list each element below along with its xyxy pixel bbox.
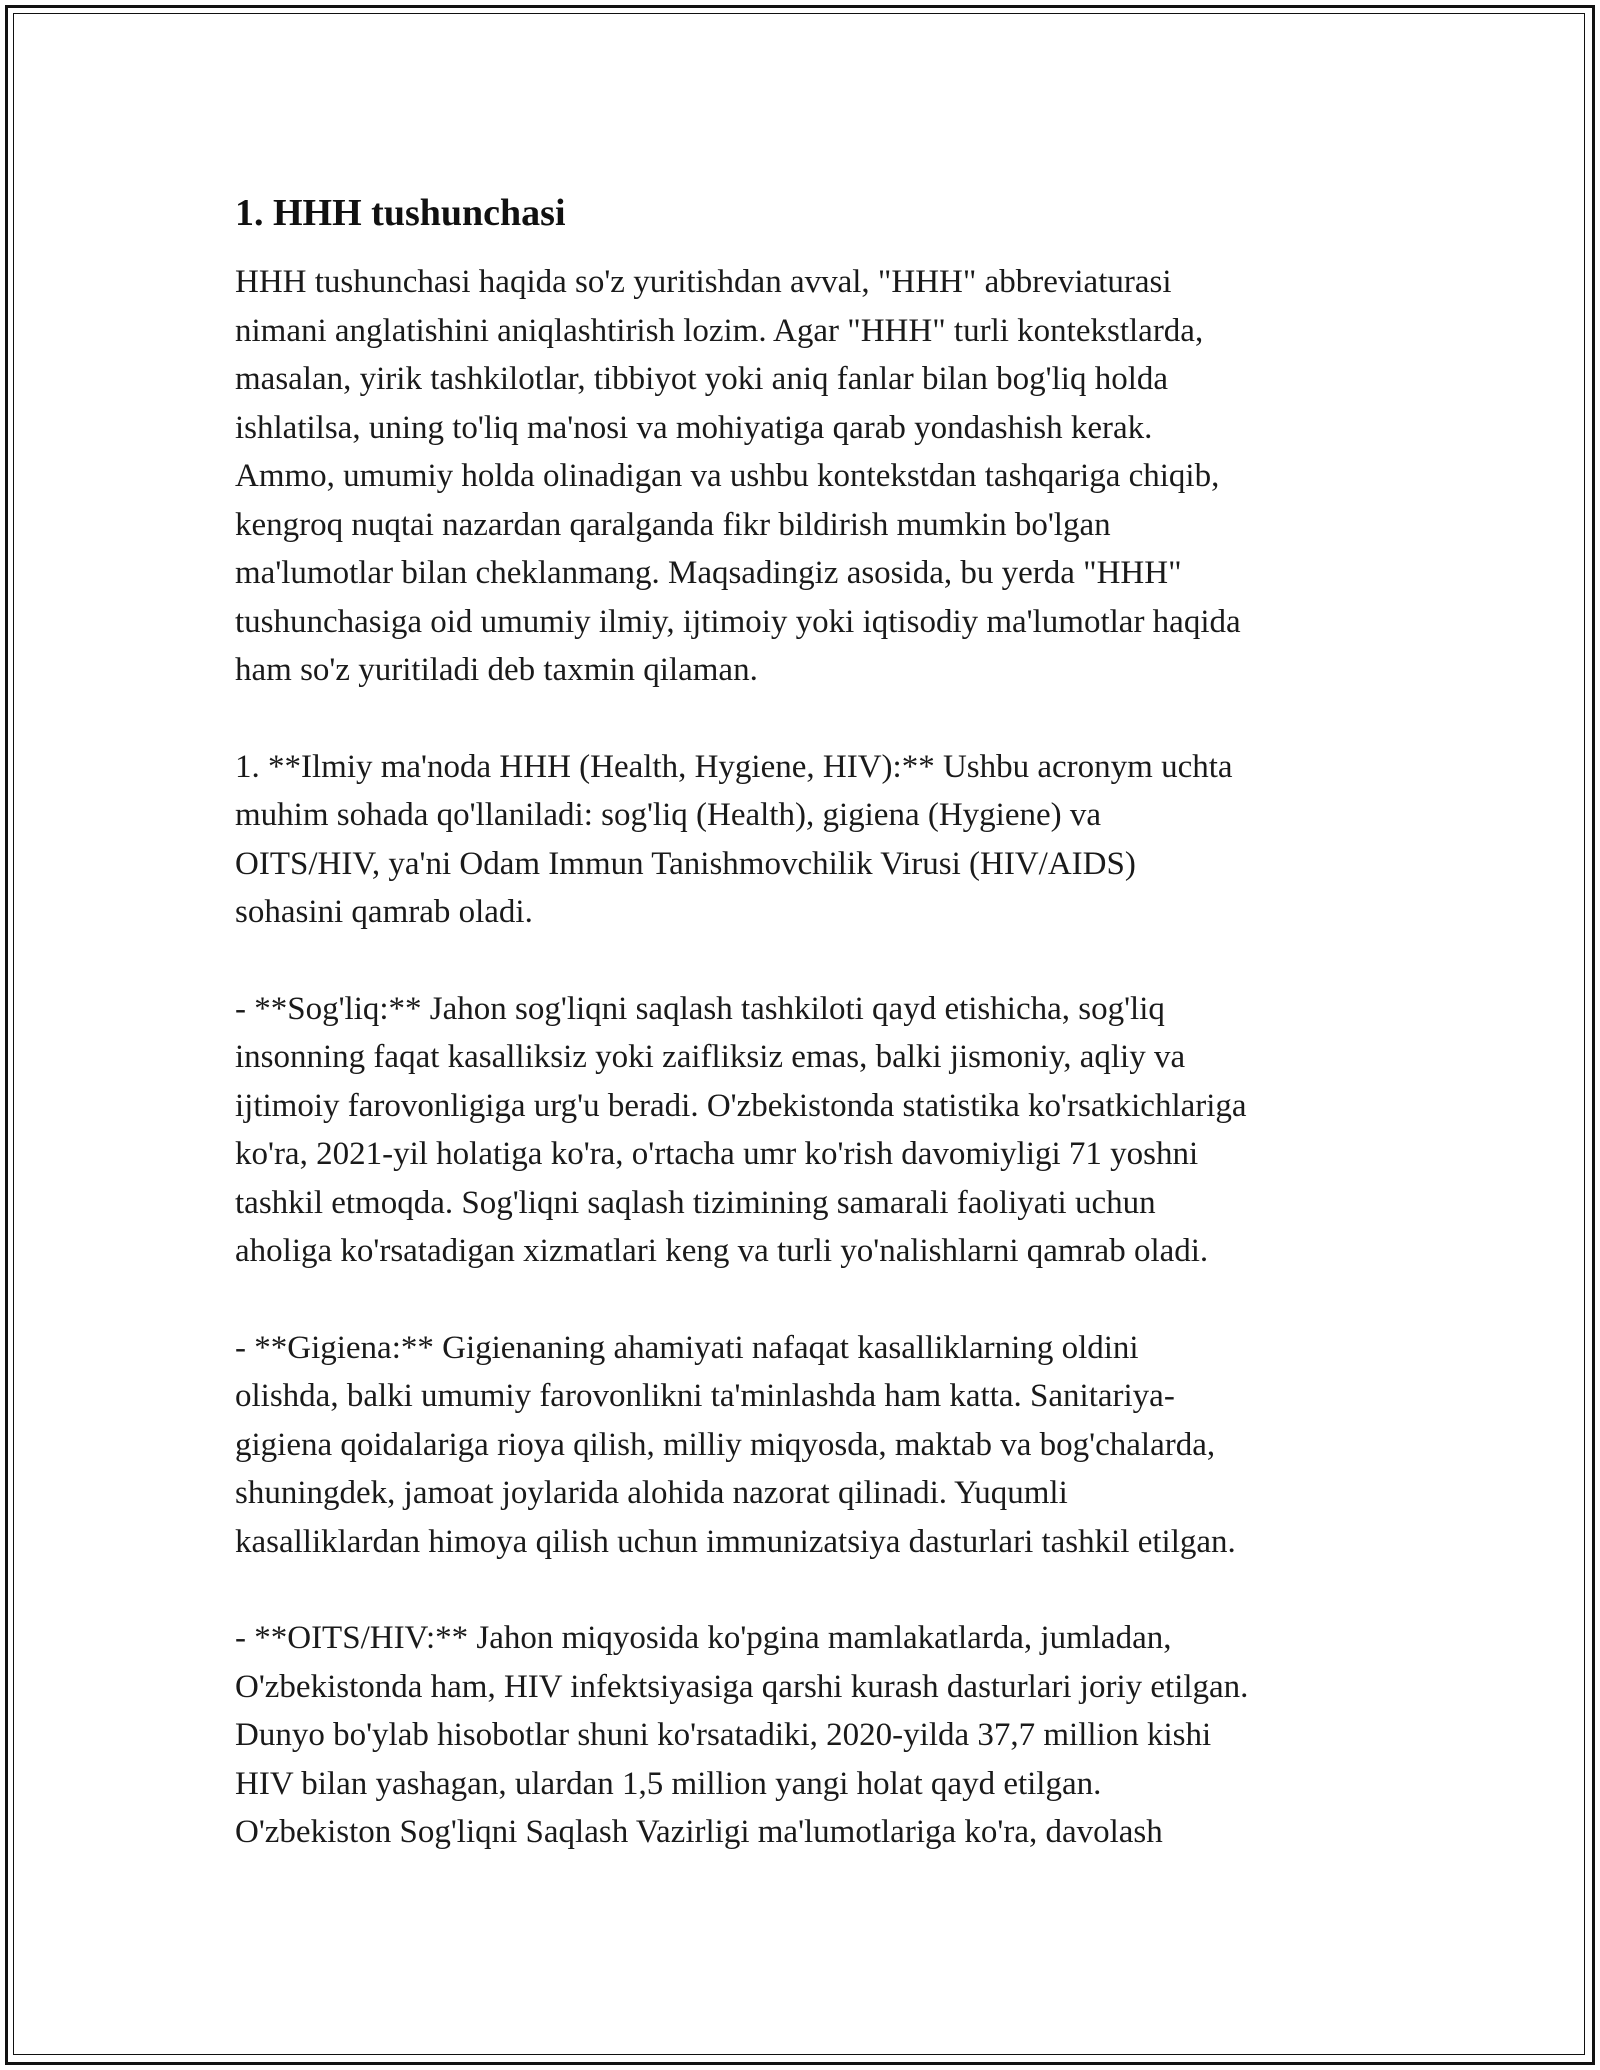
hiv-paragraph: - **OITS/HIV:** Jahon miqyosida ko'pgina mamlakatlarda, jumladan, O'zbekistonda ham, HIV infektsiyasiga qarshi kurash dasturlari joriy etilgan. Dunyo bo'ylab hisobotlar shuni ko'rsatadiki, 2020-yilda 37,7 million kishi HIV bilan yashagan, ulardan 1,5 million yangi holat qayd etilgan. O'zbekiston Sog'liqni Saqlash Vazirligi ma'lumotlariga ko'ra, davolash <box>235 1620 1249 1850</box>
health-paragraph: - **Sog'liq:** Jahon sog'liqni saqlash tashkiloti qayd etishicha, sog'liq insonning faqat kasalliksiz yoki zaifliksiz emas, balki jismoniy, aqliy va ijtimoiy farovonligiga urg'u beradi. O'zbekistonda statistika ko'rsatkichlariga ko'ra, 2021-yil holatiga ko'ra, o'rtacha umr ko'rish davomiyligi 71 yoshni tashkil etmoqda. Sog'liqni saqlash tizimining samarali faoliyati uchun aholiga ko'rsatadigan xizmatlari keng va turli yo'nalishlarni qamrab oladi. <box>235 990 1247 1269</box>
document-body <box>235 188 1380 1905</box>
intro-paragraph: HHH tushunchasi haqida so'z yuritishdan avval, "HHH" abbreviaturasi nimani anglatishini aniqlashtirish lozim. Agar "HHH" turli kontekstlarda, masalan, yirik tashkilotlar, tibbiyot yoki aniq fanlar bilan bog'liq holda ishlatilsa, uning to'liq ma'nosi va mohiyatiga qarab yondashish kerak. Ammo, umumiy holda olinadigan va ushbu kontekstdan tashqariga chiqib, kengroq nuqtai nazardan qaralganda fikr bildirish mumkin bo'lgan ma'lumotlar bilan cheklanmang. Maqsadingiz asosida, bu yerda "HHH" tushunchasiga oid umumiy ilmiy, ijtimoiy yoki iqtisodiy ma'lumotlar haqida ham so'z yuritiladi deb taxmin qilaman. <box>235 264 1241 688</box>
hhh-definition-paragraph: 1. **Ilmiy ma'noda HHH (Health, Hygiene, HIV):** Ushbu acronym uchta muhim sohada qo'llaniladi: sog'liq (Health), gigiena (Hygiene) va OITS/HIV, ya'ni Odam Immun Tanishmovchilik Virusi (HIV/AIDS) sohasini qamrab oladi. <box>235 748 1233 930</box>
hygiene-paragraph: - **Gigiena:** Gigienaning ahamiyati nafaqat kasalliklarning oldini olishda, balki umumiy farovonlikni ta'minlashda ham katta. Sanitariya- gigiena qoidalariga rioya qilish, milliy miqyosda, maktab va bog'chalarda, shuningdek, jamoat joylarida alohida nazorat qilinadi. Yuqumli kasalliklardan himoya qilish uchun immunizatsiya dasturlari tashkil etilgan. <box>235 1329 1236 1560</box>
section-heading: 1. HHH tushunchasi <box>235 192 566 234</box>
